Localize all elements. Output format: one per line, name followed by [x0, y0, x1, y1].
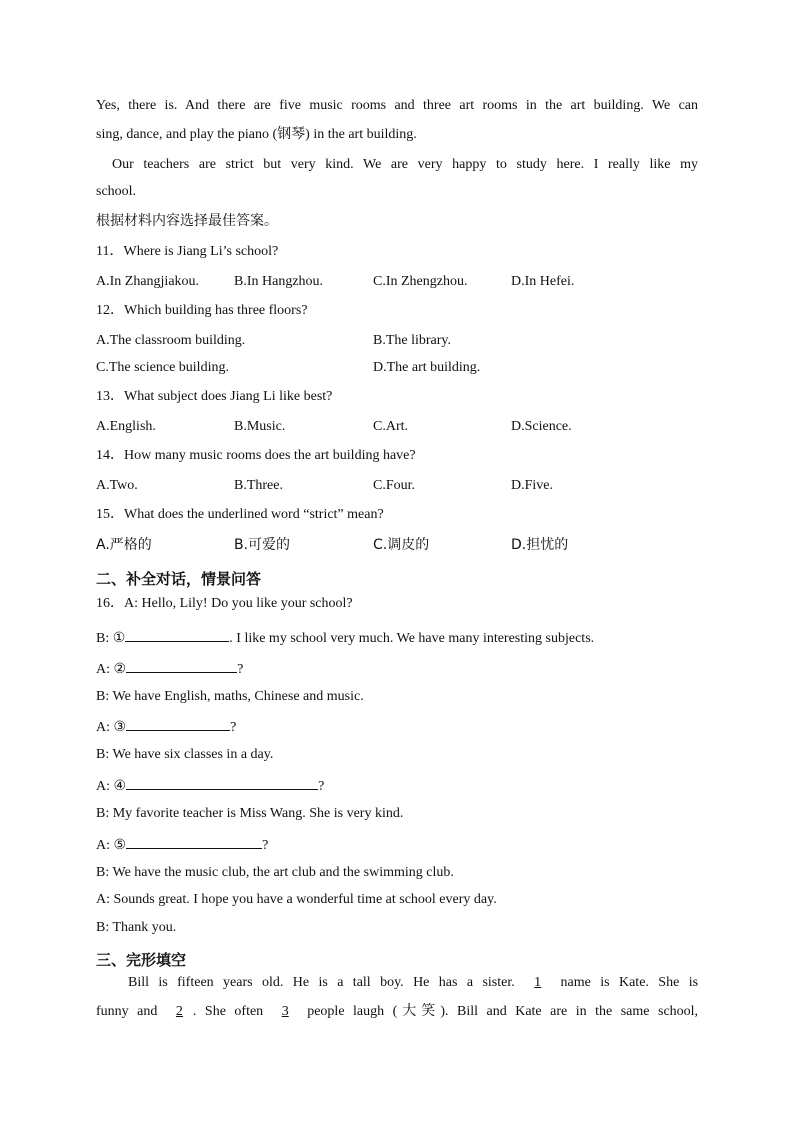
dialogue-line: B: Thank you.	[96, 920, 177, 935]
cloze-text: name is Kate. She is	[560, 975, 699, 990]
dialogue-text: ?	[237, 662, 244, 677]
passage-line-4: school.	[96, 184, 137, 199]
answer-blank-1[interactable]	[125, 627, 229, 642]
q13-option-d[interactable]: D.Science.	[511, 419, 572, 434]
q15-option-d[interactable]: D.担忧的	[511, 537, 569, 553]
cloze-blank-3[interactable]: 3	[281, 1004, 289, 1019]
dialogue-line	[96, 834, 268, 855]
cloze-text: funny and	[96, 1004, 158, 1019]
answer-blank-2[interactable]	[126, 658, 237, 673]
question-15-stem: 15．What does the underlined word “strict” mean?	[96, 507, 384, 522]
q12-option-b[interactable]: B.The library.	[373, 333, 452, 348]
cloze-blank-1[interactable]: 1	[534, 975, 542, 990]
dialogue-line: B: We have the music club, the art club and the swimming club.	[96, 865, 454, 880]
q13-option-c[interactable]: C.Art.	[373, 419, 408, 434]
q11-option-c[interactable]: C.In Zhengzhou.	[373, 274, 468, 289]
question-12-stem: 12．Which building has three floors?	[96, 303, 308, 318]
cloze-text: people laugh (大笑). Bill and Kate are in the same school,	[307, 1004, 699, 1019]
dialogue-line	[96, 627, 594, 648]
section-2-title: 二、补全对话，情景问答	[96, 570, 262, 588]
dialogue-text: ?	[262, 838, 269, 853]
q12-option-a[interactable]: A.The classroom building.	[96, 333, 246, 348]
dialogue-line: B: We have English, maths, Chinese and music.	[96, 689, 364, 704]
dialogue-line: 16．A: Hello, Lily! Do you like your school?	[96, 596, 353, 611]
answer-blank-4[interactable]	[126, 775, 318, 790]
q14-option-b[interactable]: B.Three.	[234, 478, 283, 493]
cloze-line-2	[96, 1003, 698, 1021]
q11-option-a[interactable]: A.In Zhangjiakou.	[96, 274, 200, 289]
cloze-text: . She often	[192, 1004, 264, 1019]
question-13-stem: 13．What subject does Jiang Li like best?	[96, 389, 333, 404]
dialogue-speaker: A: ④	[96, 779, 127, 794]
dialogue-line: B: My favorite teacher is Miss Wang. She is very kind.	[96, 806, 404, 821]
instruction: 根据材料内容选择最佳答案。	[96, 213, 278, 229]
dialogue-line: A: Sounds great. I hope you have a wonderful time at school every day.	[96, 892, 497, 907]
q14-option-c[interactable]: C.Four.	[373, 478, 416, 493]
q11-option-d[interactable]: D.In Hefei.	[511, 274, 575, 289]
q12-option-d[interactable]: D.The art building.	[373, 360, 481, 375]
dialogue-line	[96, 775, 324, 796]
dialogue-line: B: We have six classes in a day.	[96, 747, 274, 762]
answer-blank-3[interactable]	[126, 716, 230, 731]
dialogue-speaker: A: ⑤	[96, 838, 127, 853]
dialogue-text: ?	[230, 720, 237, 735]
q15-option-c[interactable]: C.调皮的	[373, 537, 430, 553]
cloze-blank-2[interactable]: 2	[175, 1004, 183, 1019]
dialogue-speaker: A: ③	[96, 720, 127, 735]
dialogue-text: . I like my school very much. We have many interesting subjects.	[229, 631, 595, 646]
passage-line-1: Yes, there is. And there are five music rooms and three art rooms in the art building. We can	[96, 98, 698, 113]
dialogue-speaker: A: ②	[96, 662, 127, 677]
dialogue-text: ?	[318, 779, 325, 794]
answer-blank-5[interactable]	[126, 834, 262, 849]
q13-option-b[interactable]: B.Music.	[234, 419, 286, 434]
question-14-stem: 14．How many music rooms does the art building have?	[96, 448, 416, 463]
q14-option-d[interactable]: D.Five.	[511, 478, 553, 493]
question-11-stem: 11．Where is Jiang Li’s school?	[96, 244, 279, 259]
dialogue-line	[96, 716, 236, 737]
q13-option-a[interactable]: A.English.	[96, 419, 156, 434]
passage-line-2: sing, dance, and play the piano (钢琴) in the art building.	[96, 127, 417, 142]
q12-option-c[interactable]: C.The science building.	[96, 360, 229, 375]
section-3-title: 三、完形填空	[96, 951, 187, 969]
q11-option-b[interactable]: B.In Hangzhou.	[234, 274, 324, 289]
dialogue-line	[96, 658, 243, 679]
cloze-line-1	[128, 974, 698, 992]
cloze-text: Bill is fifteen years old. He is a tall boy. He has a sister.	[128, 975, 515, 990]
q15-option-b[interactable]: B.可爱的	[234, 537, 291, 553]
q14-option-a[interactable]: A.Two.	[96, 478, 138, 493]
dialogue-speaker: B: ①	[96, 631, 126, 646]
q15-option-a[interactable]: A.严格的	[96, 537, 152, 553]
passage-line-3: Our teachers are strict but very kind. We are very happy to study here. I really like my	[112, 157, 698, 172]
